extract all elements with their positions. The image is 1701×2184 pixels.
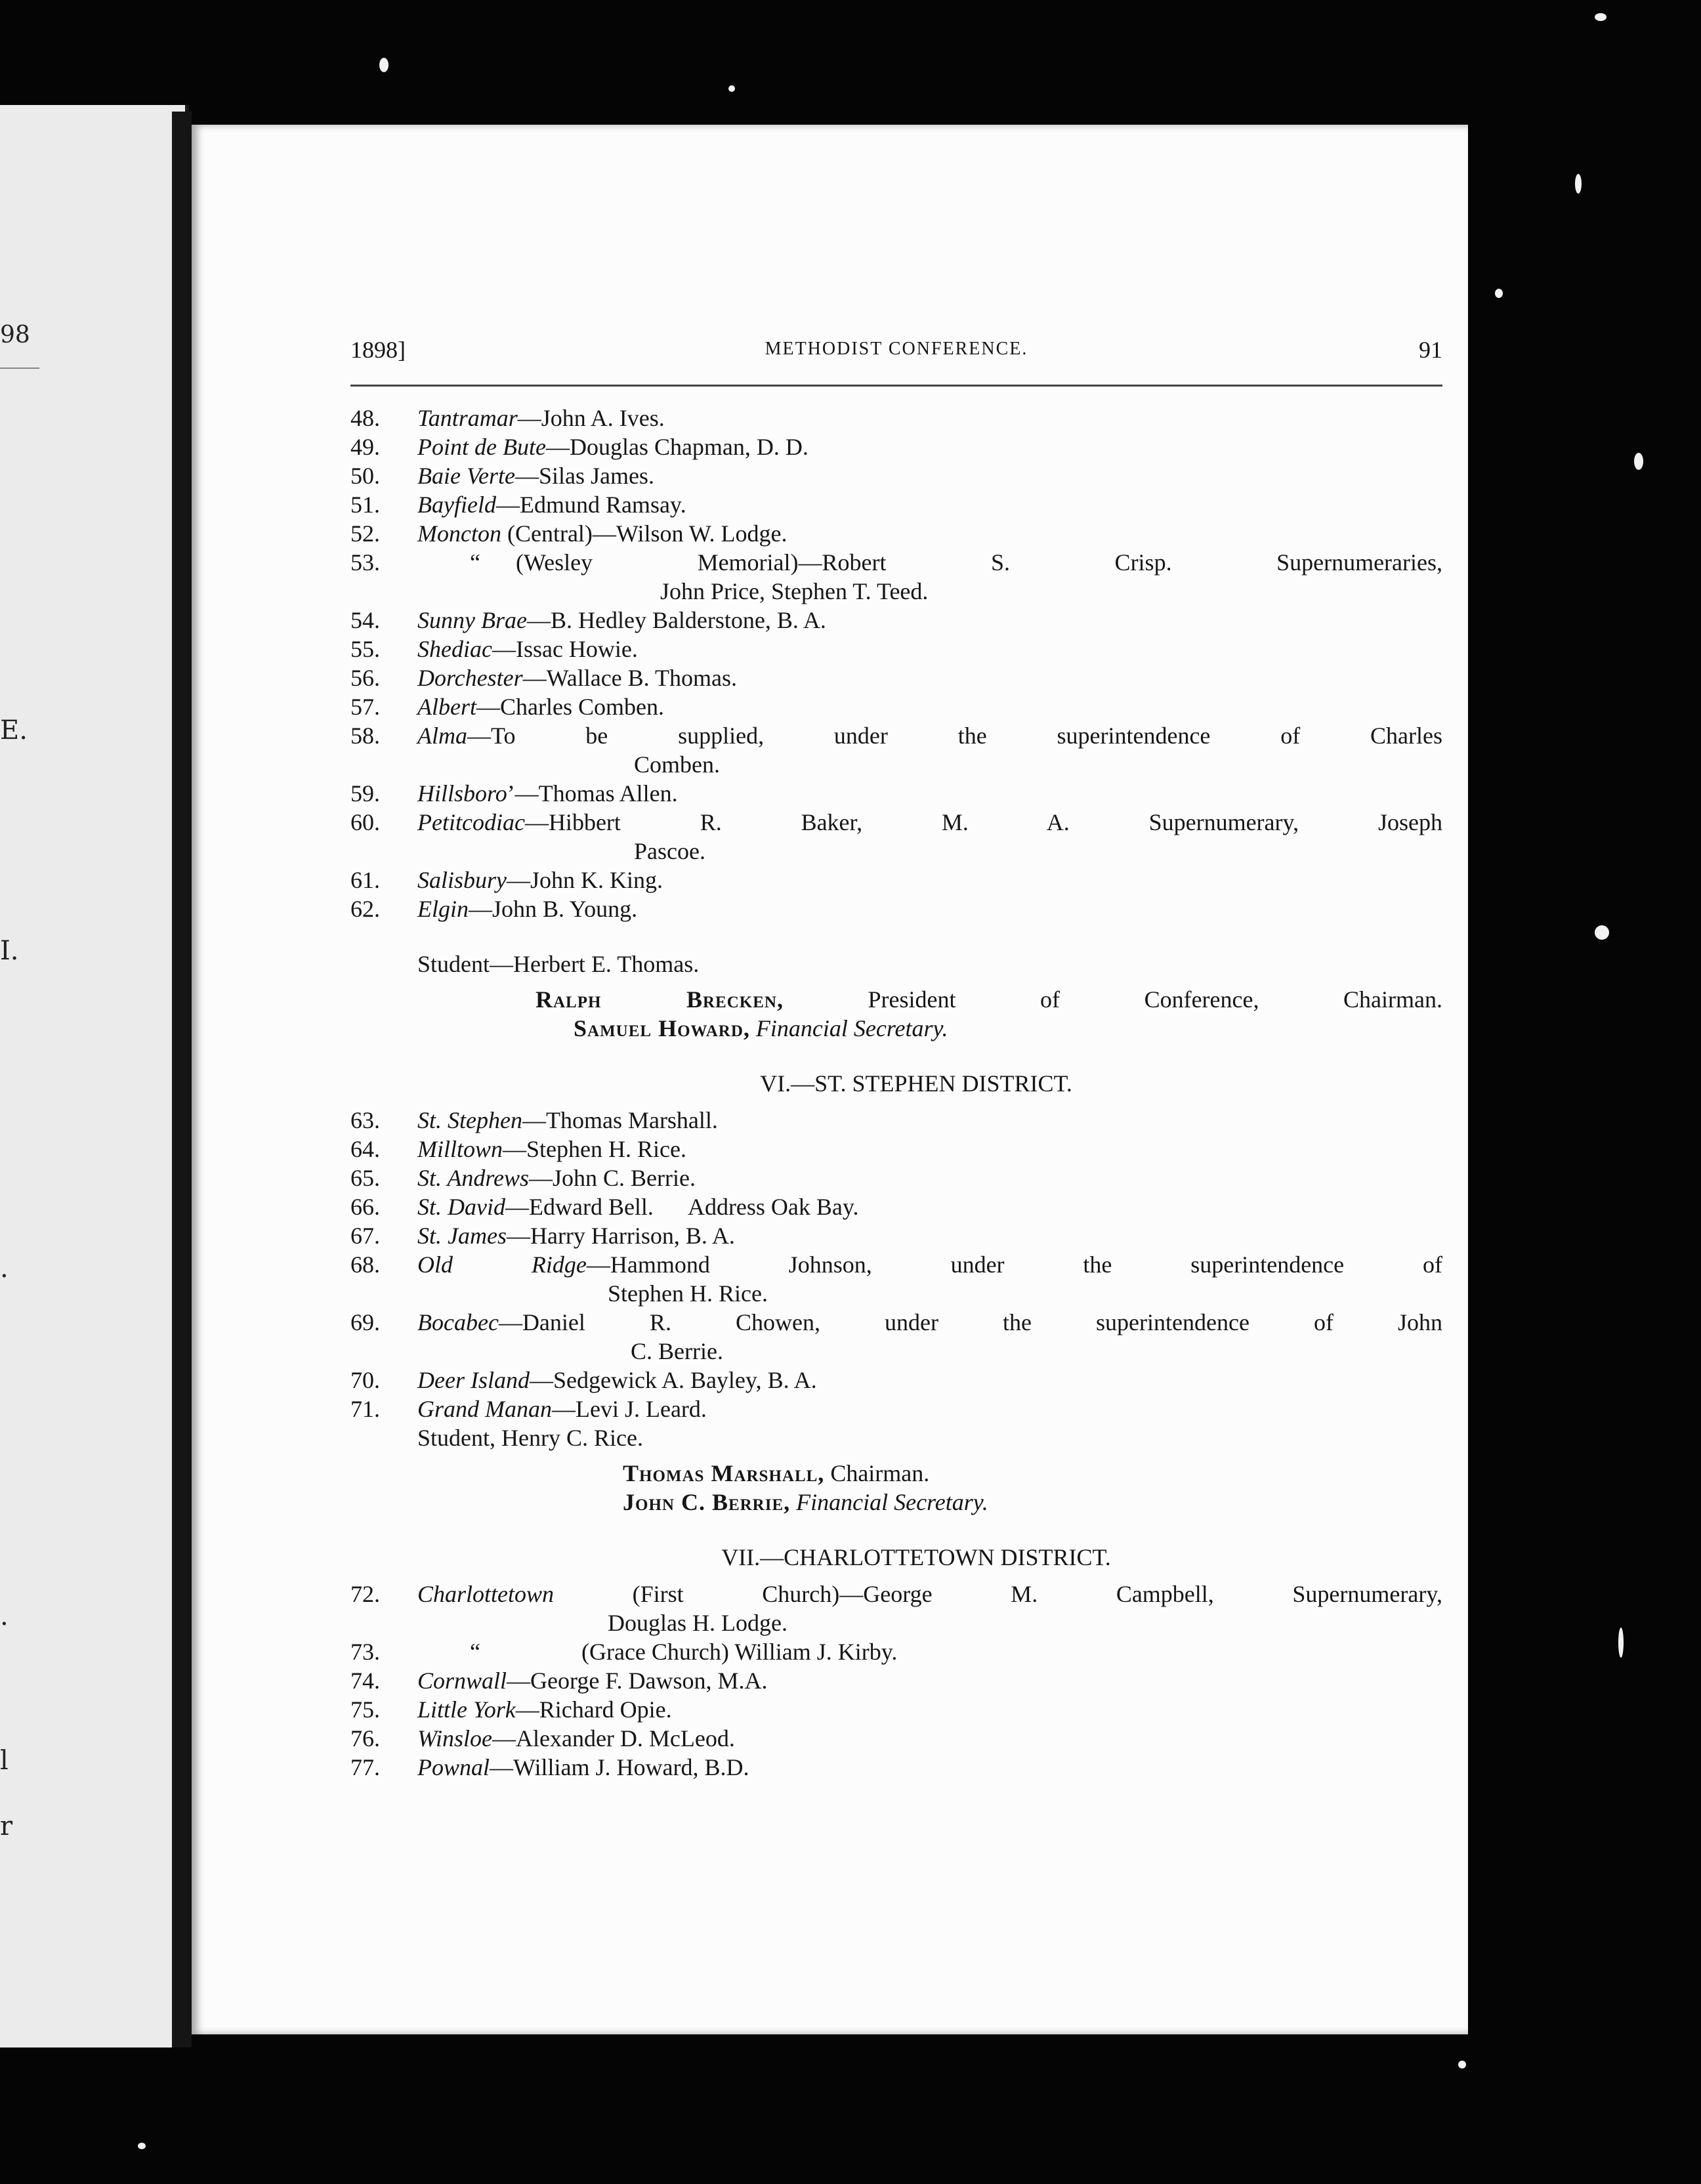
header-rule: [350, 385, 1442, 387]
facing-page-text: I.: [0, 936, 19, 966]
dust-speck: [1618, 1628, 1624, 1658]
chairman-line: [350, 985, 1442, 1014]
facing-page-text: l: [0, 1746, 9, 1776]
circuit-number: 68.: [350, 1251, 380, 1278]
circuit-entry: [350, 894, 1442, 923]
ditto-mark: “: [470, 549, 480, 576]
circuit-entry: [350, 663, 1442, 692]
secretary-line: [350, 1488, 1442, 1517]
circuit-number: 63.: [350, 1107, 380, 1133]
dust-speck: [1634, 453, 1643, 470]
header-title: METHODIST CONFERENCE.: [765, 339, 1028, 359]
circuit-entry: [350, 808, 1442, 866]
chairman-line: [350, 1459, 1442, 1488]
book-spine: [172, 112, 192, 2048]
dust-speck: [138, 2143, 146, 2149]
circuit-ministers: —Sedgewick A. Bayley, B. A.: [529, 1367, 817, 1393]
circuit-ministers: (First Church)—George M. Campbell, Supernumerary,: [554, 1581, 1442, 1607]
circuit-entry: [350, 692, 1442, 721]
facing-page-text: .: [0, 1253, 9, 1284]
dust-speck: [379, 58, 388, 72]
circuit-number: 51.: [350, 492, 380, 518]
circuit-place: Winsloe: [417, 1725, 492, 1752]
circuit-place: Pownal: [417, 1754, 490, 1780]
circuit-number: 61.: [350, 867, 380, 893]
circuit-number: 62.: [350, 896, 380, 922]
circuit-entry: [350, 1192, 1442, 1221]
circuit-entry: [350, 1580, 1442, 1637]
circuit-place: Hillsboro: [417, 780, 507, 807]
circuit-number: 72.: [350, 1581, 380, 1607]
circuit-place: Bayfield: [417, 492, 496, 518]
page-number: 91: [1419, 337, 1442, 363]
circuit-entry: [350, 1637, 1442, 1666]
circuit-entry: [350, 1753, 1442, 1782]
circuit-place: Milltown: [417, 1136, 503, 1162]
circuit-place: Albert: [417, 694, 476, 720]
dust-speck: [1495, 289, 1503, 298]
dust-speck: [1458, 2061, 1466, 2068]
circuit-ministers: —To be supplied, under the superintendence of Charles: [467, 723, 1442, 749]
circuit-number: 66.: [350, 1194, 380, 1220]
circuit-number: 73.: [350, 1639, 380, 1665]
circuit-place: Dorchester: [417, 665, 523, 691]
chairman-name: Thomas Marshall,: [623, 1460, 825, 1486]
circuit-ministers: —Thomas Marshall.: [522, 1107, 718, 1133]
circuit-ministers: —Issac Howie.: [492, 636, 638, 662]
circuit-ministers: —George F. Dawson, M.A.: [507, 1668, 768, 1694]
circuit-place: Bocabec: [417, 1309, 499, 1335]
circuit-place: Moncton: [417, 520, 501, 547]
circuit-ministers: —John B. Young.: [469, 896, 638, 922]
book-page: [192, 125, 1468, 2034]
facing-page-fragment: [0, 105, 189, 2048]
circuit-ministers: (Central)—Wilson W. Lodge.: [501, 520, 788, 547]
circuit-ministers: —Harry Harrison, B. A.: [506, 1223, 735, 1249]
circuit-entry: [350, 1106, 1442, 1135]
circuit-place: Petitcodiac: [417, 809, 525, 835]
circuit-number: 69.: [350, 1309, 380, 1335]
district-heading: VI.—ST. STEPHEN DISTRICT.: [760, 1070, 1072, 1097]
circuit-ministers: —Edward Bell. Address Oak Bay.: [505, 1194, 859, 1220]
circuit-place: Elgin: [417, 896, 469, 922]
circuit-entry: [350, 1695, 1442, 1724]
student-line: Student—Herbert E. Thomas.: [417, 951, 700, 977]
circuit-entry: [350, 1724, 1442, 1753]
circuit-number: 52.: [350, 520, 380, 547]
circuit-entry: [350, 1135, 1442, 1164]
circuit-number: 75.: [350, 1696, 380, 1723]
circuit-entry: [350, 866, 1442, 894]
circuit-list: [350, 1106, 1442, 1423]
circuit-number: 56.: [350, 665, 380, 691]
circuit-number: 55.: [350, 636, 380, 662]
circuit-number: 58.: [350, 723, 380, 749]
page-text: [350, 331, 1442, 1782]
circuit-number: 53.: [350, 549, 380, 576]
circuit-number: 70.: [350, 1367, 380, 1393]
circuit-place: St. Stephen: [417, 1107, 522, 1133]
circuit-place: Tantramar: [417, 405, 518, 431]
circuit-place: Baie Verte: [417, 463, 515, 489]
circuit-number: 74.: [350, 1668, 380, 1694]
circuit-continuation: Douglas H. Lodge.: [608, 1610, 788, 1636]
circuit-ministers: ’—Thomas Allen.: [507, 780, 678, 807]
circuit-ministers: —John C. Berrie.: [529, 1165, 696, 1191]
circuit-ministers: —Richard Opie.: [515, 1696, 672, 1723]
circuit-place: St. Andrews: [417, 1165, 530, 1191]
circuit-ministers: (Grace Church) William J. Kirby.: [581, 1639, 898, 1665]
secretary-name: Samuel Howard,: [574, 1015, 750, 1041]
dust-speck: [1595, 925, 1609, 940]
facing-page-text: E.: [0, 715, 28, 746]
circuit-ministers: —Alexander D. McLeod.: [492, 1725, 735, 1752]
secretary-role: Financial Secretary.: [755, 1015, 948, 1041]
circuit-number: 64.: [350, 1136, 380, 1162]
circuit-entry: [350, 635, 1442, 663]
circuit-place: Little York: [417, 1696, 516, 1723]
circuit-entry: [350, 490, 1442, 519]
secretary-role: Financial Secretary.: [796, 1489, 988, 1515]
secretary-line: [350, 1014, 1442, 1043]
dust-speck: [1575, 174, 1582, 194]
circuit-entry: [350, 519, 1442, 548]
circuit-entry: [350, 1395, 1442, 1423]
circuit-entry: [350, 1221, 1442, 1250]
circuit-place: Deer Island: [417, 1367, 530, 1393]
circuit-list: [350, 404, 1442, 923]
circuit-place: Cornwall: [417, 1668, 507, 1694]
circuit-place: Old Ridge: [417, 1251, 587, 1278]
circuit-place: Salisbury: [417, 867, 507, 893]
student-line: Student, Henry C. Rice.: [417, 1425, 643, 1451]
circuit-place: Alma: [417, 723, 467, 749]
header-year: 1898]: [350, 337, 406, 363]
circuit-ministers: —Edmund Ramsay.: [495, 492, 686, 518]
circuit-ministers: —Hammond Johnson, under the superintendence of: [586, 1251, 1442, 1278]
circuit-entry: [350, 779, 1442, 808]
ditto-mark: “: [470, 1639, 480, 1665]
district-heading: VII.—CHARLOTTETOWN DISTRICT.: [721, 1544, 1111, 1570]
circuit-ministers: —Wallace B. Thomas.: [522, 665, 737, 691]
circuit-entry: [350, 721, 1442, 779]
circuit-continuation: Comben.: [634, 751, 720, 778]
circuit-place: Shediac: [417, 636, 492, 662]
circuit-entry: [350, 606, 1442, 635]
circuit-number: 57.: [350, 694, 380, 720]
circuit-continuation: Stephen H. Rice.: [608, 1280, 768, 1307]
circuit-entry: [350, 1250, 1442, 1308]
circuit-ministers: —Douglas Chapman, D. D.: [545, 434, 808, 460]
circuit-entry: [350, 1666, 1442, 1695]
circuit-place: St. David: [417, 1194, 505, 1220]
circuit-entry: [350, 1164, 1442, 1192]
circuit-continuation: Pascoe.: [634, 838, 705, 864]
circuit-entry: [350, 548, 1442, 606]
running-header: [350, 331, 1442, 375]
circuit-number: 60.: [350, 809, 380, 835]
facing-page-year: 98: [0, 322, 30, 348]
circuit-ministers: —B. Hedley Balderstone, B. A.: [526, 607, 826, 633]
circuit-place: Point de Bute: [417, 434, 546, 460]
chairman-name: Ralph Brecken,: [536, 986, 784, 1013]
dust-speck: [728, 85, 735, 92]
circuit-ministers: —John A. Ives.: [517, 405, 665, 431]
facing-page-rule: [0, 368, 39, 369]
circuit-continuation: C. Berrie.: [631, 1338, 723, 1364]
circuit-ministers: —Daniel R. Chowen, under the superintendence of John: [498, 1309, 1442, 1335]
circuit-number: 59.: [350, 780, 380, 807]
circuit-number: 67.: [350, 1223, 380, 1249]
circuit-entry: [350, 432, 1442, 461]
circuit-entry: [350, 404, 1442, 432]
circuit-place: St. James: [417, 1223, 507, 1249]
circuit-number: 65.: [350, 1165, 380, 1191]
circuit-number: 49.: [350, 434, 380, 460]
circuit-number: 50.: [350, 463, 380, 489]
circuit-list: [350, 1580, 1442, 1782]
facing-page-text: r: [0, 1811, 13, 1841]
dust-speck: [1595, 13, 1606, 21]
circuit-place: Sunny Brae: [417, 607, 527, 633]
circuit-ministers: —Silas James.: [514, 463, 654, 489]
circuit-ministers: —Hibbert R. Baker, M. A. Supernumerary, Joseph: [524, 809, 1442, 835]
circuit-number: 71.: [350, 1396, 380, 1422]
circuit-place: Charlottetown: [417, 1581, 555, 1607]
circuit-ministers: —Levi J. Leard.: [552, 1396, 707, 1422]
circuit-ministers: (Wesley Memorial)—Robert S. Crisp. Supernumeraries,: [516, 549, 1442, 576]
circuit-number: 76.: [350, 1725, 380, 1752]
circuit-ministers: —Stephen H. Rice.: [503, 1136, 686, 1162]
circuit-continuation: John Price, Stephen T. Teed.: [660, 578, 929, 604]
circuit-entry: [350, 1308, 1442, 1366]
chairman-role: President of Conference, Chairman.: [868, 986, 1442, 1013]
facing-page-text: .: [0, 1601, 9, 1631]
secretary-name: John C. Berrie,: [623, 1489, 791, 1515]
circuit-entry: [350, 1366, 1442, 1395]
circuit-entry: [350, 461, 1442, 490]
circuit-ministers: —William J. Howard, B.D.: [490, 1754, 749, 1780]
circuit-ministers: —John K. King.: [507, 867, 663, 893]
chairman-role: Chairman.: [830, 1460, 930, 1486]
circuit-place: Grand Manan: [417, 1396, 552, 1422]
circuit-number: 48.: [350, 405, 380, 431]
circuit-number: 54.: [350, 607, 380, 633]
circuit-number: 77.: [350, 1754, 380, 1780]
circuit-ministers: —Charles Comben.: [476, 694, 664, 720]
